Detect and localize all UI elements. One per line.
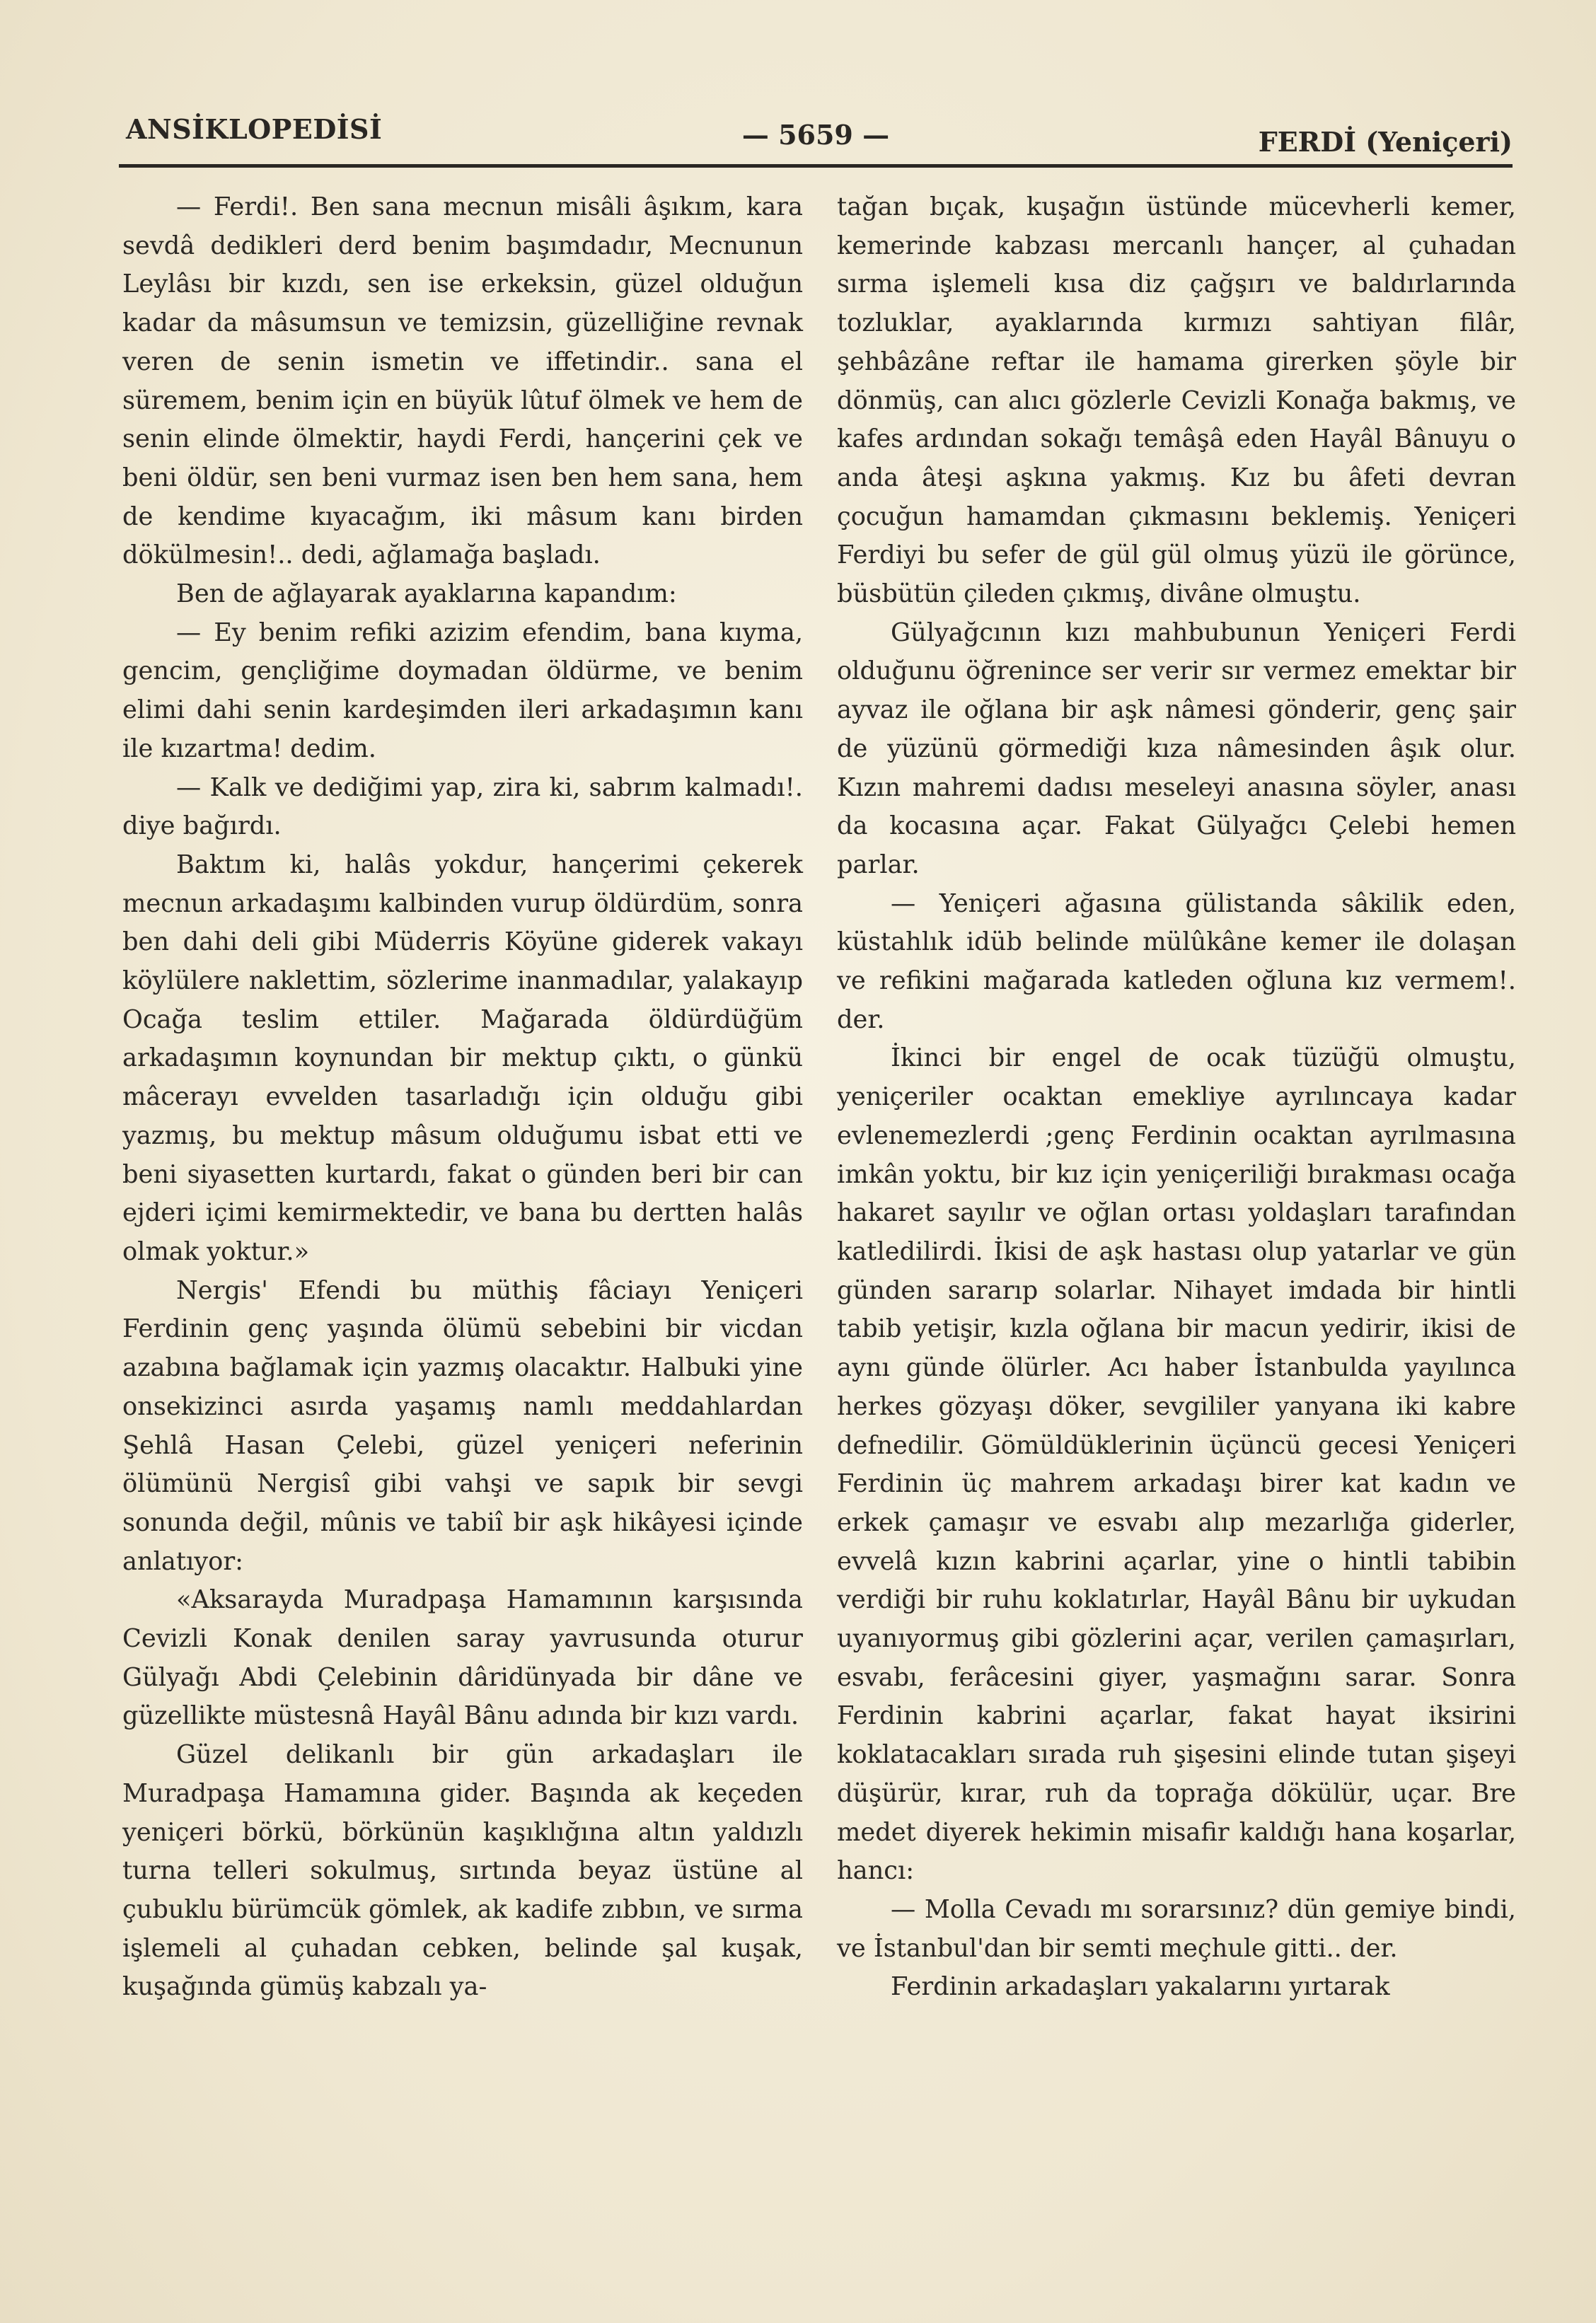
header-publication-title: ANSİKLOPEDİSİ — [126, 113, 383, 145]
paragraph: — Ey benim refiki azizim efendim, bana kıyma, gencim, gençliğime doymadan öldürme, ve benim elimi dahi senin kardeşimden ileri arkadaşımın kanı ile kızartma! dedim. — [122, 618, 803, 763]
paragraph: Ben de ağlayarak ayaklarına kapandım: — [176, 579, 677, 609]
paragraph: İkinci bir engel de ocak tüzüğü olmuştu, yeniçeriler ocaktan emekliye ayrılıncaya kadar evlenemezlerdi ;genç Ferdinin ocaktan ayrılmasına imkân yoktu, bir kız için yeniçeriliği bırakması ocağa hakaret sayılır ve oğlan ortası yoldaşları tarafından katledilirdi. İkisi de aşk hastası olup yatarlar ve gün günden sararıp solarlar. Nihayet imdada bir hintli tabib yetişir, kızla oğlana bir macun yedirir, ikisi de aynı günde ölürler. Acı haber İstanbulda yayılınca herkes gözyaşı döker, sevgililer yanyana iki kabre defnedilir. Gömüldüklerinin üçüncü gecesi Yeniçeri Ferdinin üç mahrem arkadaşı birer kat kadın ve erkek çamaşır ve esvabı alıp mezarlığa giderler, evvelâ kızın kabrini açarlar, yine o hintli tabibin verdiği bir ruhu koklatırlar, Hayâl Bânu bir uykudan uyanıyormuş gibi gözlerini açar, verilen çamaşırları, esvabı, ferâcesini giyer, yaşmağını sarar. Sonra Ferdinin kabrini açarlar, fakat hayat iksirini koklatacakları sırada ruh şişesini elinde tutan şişeyi düşürür, kırar, ruh da toprağa dökülür, uçar. Bre medet diyerek hekimin misafir kaldığı hana koşarlar, hancı: — [837, 1043, 1516, 1886]
paragraph: Ferdinin arkadaşları yakalarını yırtarak — [891, 1972, 1390, 2002]
paragraph: — Yeniçeri ağasına gülistanda sâkilik eden, küstahlık idüb belinde mülûkâne kemer ile dolaşan ve refikini mağarada katleden oğluna kız vermem!. der. — [837, 888, 1516, 1034]
paragraph: «Aksarayda Muradpaşa Hamamının karşısında Cevizli Konak denilen saray yavrusunda oturur Gülyağı Abdi Çelebinin dâridünyada bir dâne ve güzellikte müstesnâ Hayâl Bânu adında bir kızı vardı. — [122, 1585, 803, 1731]
paragraph: — Ferdi!. Ben sana mecnun misâli âşıkım, kara sevdâ dedikleri derd benim başımdadır, Mecnunun Leylâsı bir kızdı, sen ise erkeksin, güzel olduğun kadar da mâsumsun ve temizsin, güzelliğine revnak veren de senin ismetin ve iffetindir.. sana el süremem, benim için en büyük lûtuf ölmek ve hem de senin elinde ölmektir, haydi Ferdi, hançerini çek ve beni öldür, sen beni vurmaz isen ben hem sana, hem de kendime kıyacağım, iki mâsum kanı birden dökülmesin!.. dedi, ağlamağa başladı. — [122, 192, 803, 570]
paragraph: tağan bıçak, kuşağın üstünde mücevherli kemer, kemerinde kabzası mercanlı hançer, al çuhadan sırma işlemeli kısa diz çağşırı ve baldırlarında tozluklar, ayaklarında kırmızı sahtiyan filâr, şehbâzâne reftar ile hamama girerken şöyle bir dönmüş, can alıcı gözlerle Cevizli Konağa bakmış, ve kafes ardından sokağı temâşâ eden Hayâl Bânuyu o anda âteşi aşkına yakmış. Kız bu âfeti devran çocuğun hamamdan çıkmasını beklemiş. Yeniçeri Ferdiyi bu sefer de gül gül olmuş yüzü ile görünce, büsbütün çileden çıkmış, divâne olmuştu. — [837, 192, 1516, 609]
paragraph: Baktım ki, halâs yokdur, hançerimi çekerek mecnun arkadaşımı kalbinden vurup öldürdüm, sonra ben dahi deli gibi Müderris Köyüne giderek vakayı köylülere naklettim, sözlerime inanmadılar, yalakayıp Ocağa teslim ettiler. Mağarada öldürdüğüm arkadaşımın koynundan bir mektup çıktı, o günkü mâcerayı evvelden tasarladığı için olduğu gibi yazmış, bu mektup mâsum olduğumu isbat etti ve beni siyasetten kurtardı, fakat o günden beri bir can ejderi içimi kemirmektedir, ve bana bu dertten halâs olmak yoktur.» — [122, 850, 803, 1266]
header-entry-title: FERDİ (Yeniçeri) — [1258, 126, 1513, 158]
paragraph: Nergis' Efendi bu müthiş fâciayı Yeniçeri Ferdinin genç yaşında ölümü sebebini bir vicdan azabına bağlamak için yazmış olacaktır. Halbuki yine onsekizinci asırda yaşamış namlı meddahlardan Şehlâ Hasan Çelebi, güzel yeniçeri neferinin ölümünü Nergisî gibi vahşi ve sapık bir sevgi sonunda değil, mûnis ve tabiî bir aşk hikâyesi içinde anlatıyor: — [122, 1275, 803, 1576]
header-page-number: — 5659 — — [741, 119, 890, 151]
paragraph: — Molla Cevadı mı sorarsınız? dün gemiye bindi, ve İstanbul'dan bir semti meçhule gitti.. der. — [837, 1894, 1516, 1963]
paragraph: Gülyağcının kızı mahbubunun Yeniçeri Ferdi olduğunu öğrenince ser verir sır vermez emektar bir ayvaz ile oğlana bir aşk nâmesi gönderir, genç şair de yüzünü görmediği kıza nâmesinden âşık olur. Kızın mahremi dadısı meseleyi anasına söyler, anası da kocasına açar. Fakat Gülyağcı Çelebi hemen parlar. — [837, 618, 1516, 879]
right-column — [837, 188, 1516, 2007]
paragraph: — Kalk ve dediğimi yap, zira ki, sabrım kalmadı!. diye bağırdı. — [122, 772, 803, 841]
paragraph: Güzel delikanlı bir gün arkadaşları ile Muradpaşa Hamamına gider. Başında ak keçeden yeniçeri börkü, börkünün kaşıklığına altın yaldızlı turna telleri sokulmuş, sırtında beyaz üstüne al çubuklu bürümcük gömlek, ak kadife zıbbın, ve sırma işlemeli al çuhadan cebken, belinde şal kuşak, kuşağında gümüş kabzalı ya- — [122, 1740, 803, 2002]
left-column — [122, 188, 803, 2007]
page-header — [119, 106, 1513, 156]
header-rule — [119, 164, 1513, 168]
